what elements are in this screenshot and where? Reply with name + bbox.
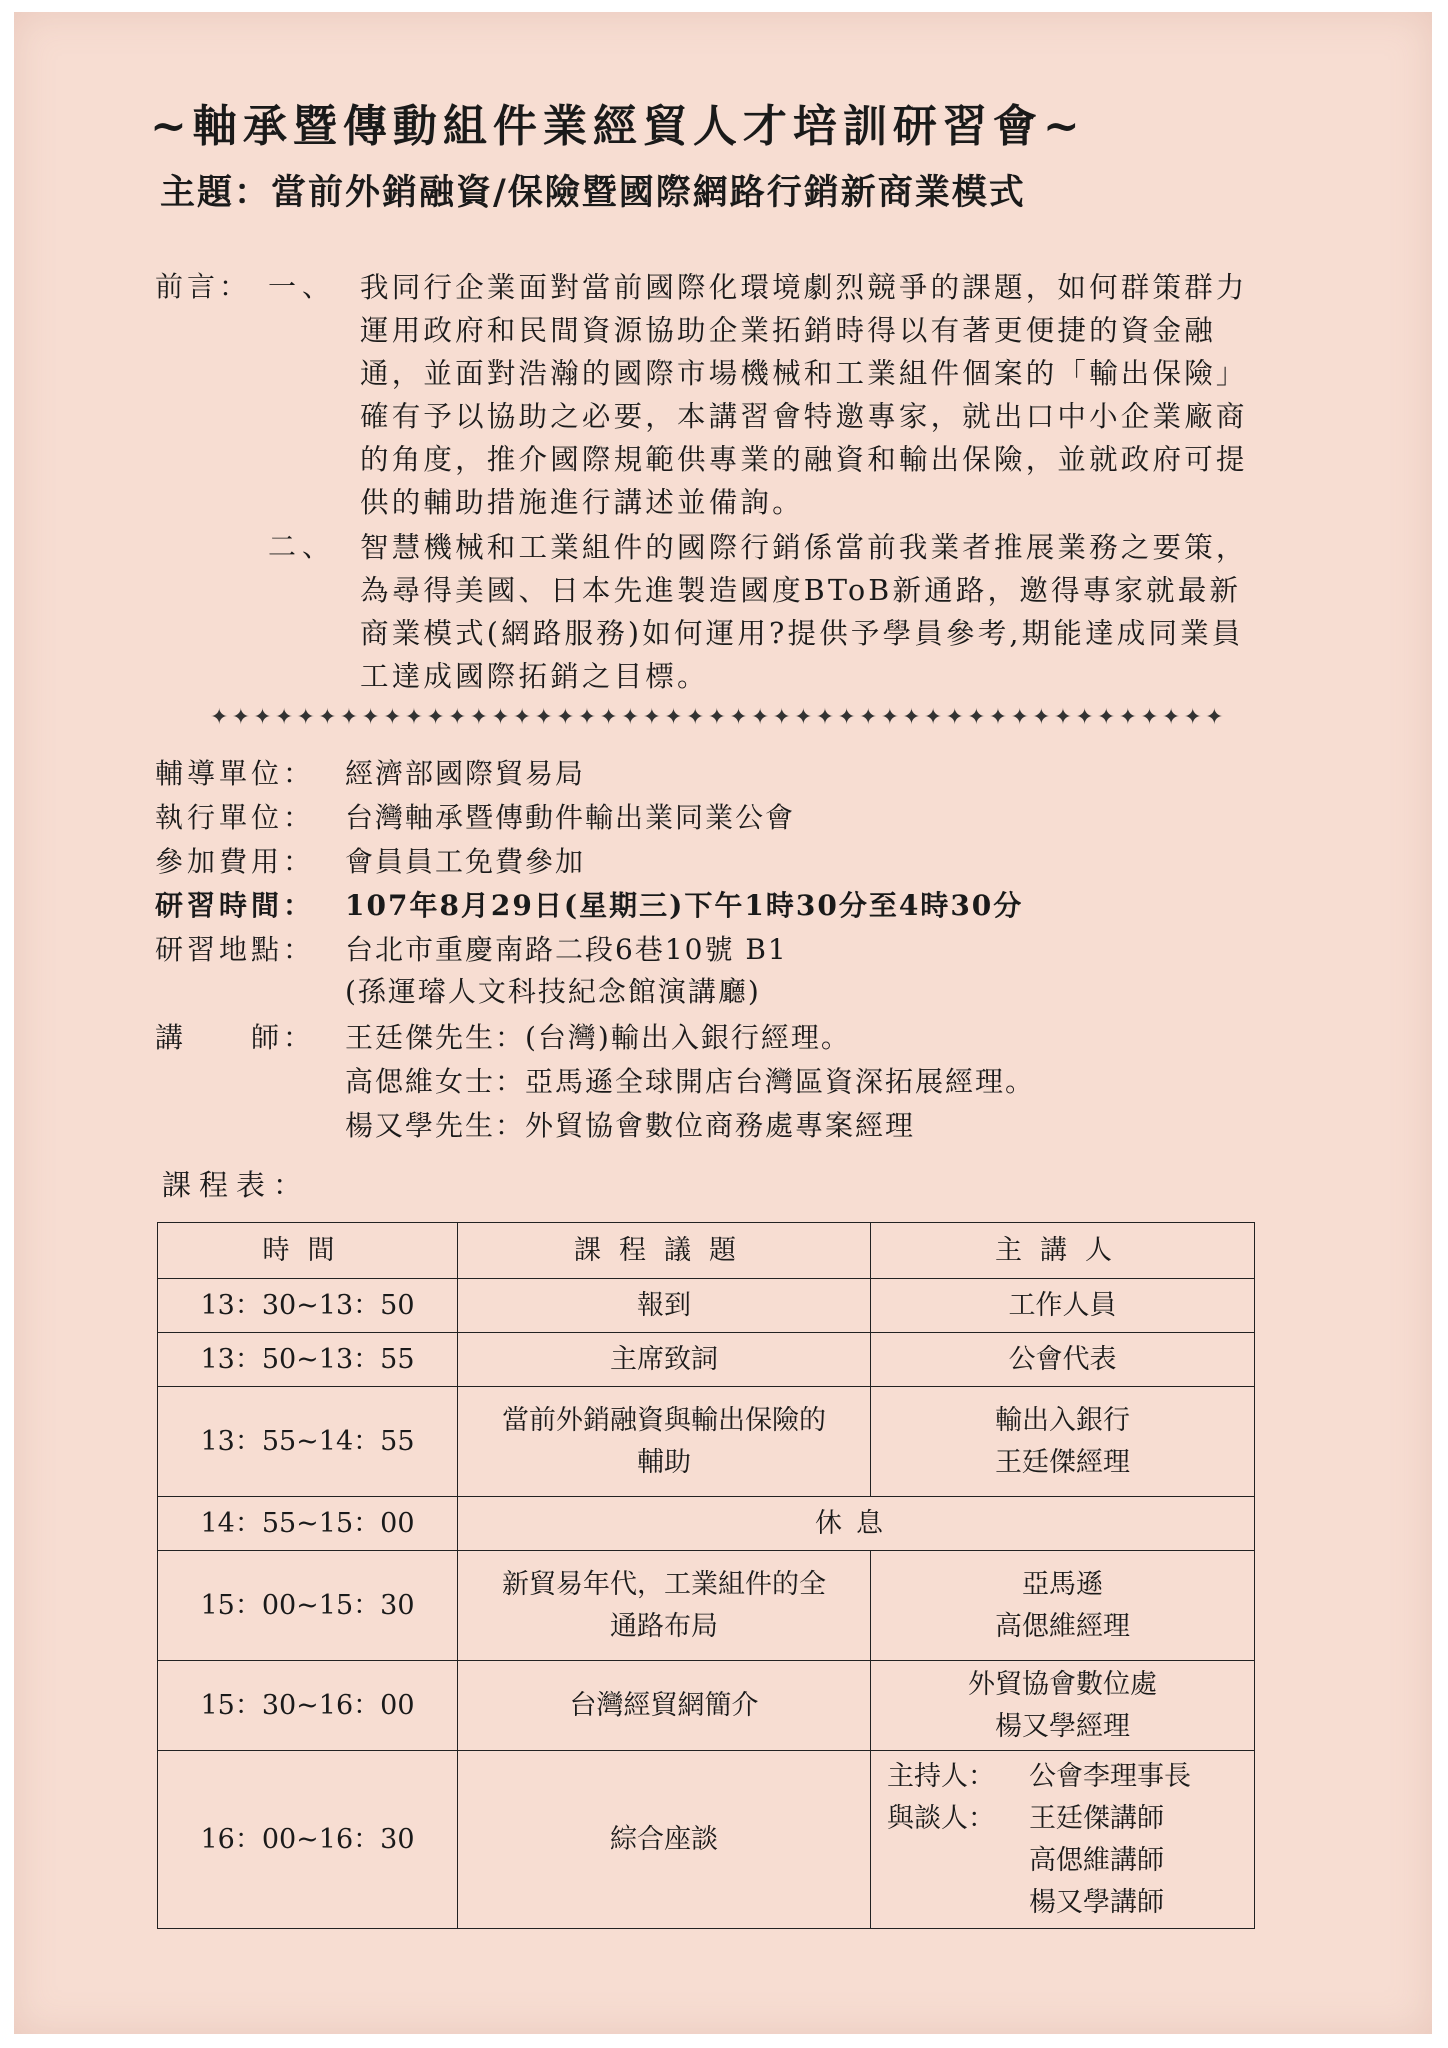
panel-entry	[887, 1840, 1254, 1882]
panel-name: 楊又學講師	[1029, 1886, 1164, 1918]
panel-entry	[887, 1882, 1254, 1924]
panel-role: 與談人：	[887, 1802, 995, 1834]
table-row	[158, 1661, 1255, 1751]
venue-value: 台北市重慶南路二段6巷10號 B1	[345, 933, 788, 966]
row-topic: 主席致詞	[458, 1333, 871, 1387]
intro-item-number: 一、	[268, 270, 337, 303]
executor-label: 執行單位：	[155, 801, 316, 834]
table-row	[158, 1333, 1255, 1387]
column-header-speaker: 主講人	[871, 1223, 1255, 1279]
time-label: 研習時間：	[155, 889, 316, 922]
panel-role	[887, 1840, 1029, 1882]
time-value: 107年8月29日(星期三)下午1時30分至4時30分	[345, 889, 1024, 922]
intro-paragraph-line: 工達成國際拓銷之目標。	[360, 660, 709, 693]
fee-label: 參加費用：	[155, 845, 316, 878]
topic-line: 通路布局	[610, 1610, 718, 1642]
schedule-table	[157, 1222, 1255, 1929]
speaker-line: 高偲維女士：亞馬遜全球開店台灣區資深拓展經理。	[345, 1065, 1036, 1098]
intro-paragraph-line: 智慧機械和工業組件的國際行銷係當前我業者推展業務之要策，	[360, 531, 1248, 564]
row-topic: 休息	[458, 1497, 1255, 1551]
page-subtitle: 主題：當前外銷融資/保險暨國際網路行銷新商業模式	[160, 172, 1026, 213]
topic-line: 輔助	[637, 1446, 691, 1478]
intro-paragraph-line: 供的輔助措施進行講述並備詢。	[360, 486, 804, 519]
fee-value: 會員員工免費參加	[345, 845, 586, 878]
table-row	[158, 1551, 1255, 1661]
speaker-line: 王廷傑經理	[995, 1446, 1130, 1478]
row-speaker	[871, 1661, 1255, 1751]
column-header-topic: 課程議題	[458, 1223, 871, 1279]
speaker-line: 外貿協會數位處	[968, 1668, 1157, 1700]
row-speaker	[871, 1551, 1255, 1661]
intro-paragraph-line: 確有予以協助之必要，本講習會特邀專家，就出口中小企業廠商	[360, 400, 1248, 433]
row-speaker	[871, 1387, 1255, 1497]
advisor-value: 經濟部國際貿易局	[345, 757, 586, 790]
row-topic	[458, 1387, 871, 1497]
column-header-time: 時間	[158, 1223, 458, 1279]
speaker-line: 亞馬遜	[1022, 1568, 1103, 1600]
intro-paragraph-line: 為尋得美國、日本先進製造國度BToB新通路，邀得專家就最新	[360, 574, 1242, 607]
panel-name: 王廷傑講師	[1029, 1802, 1164, 1834]
panel-name: 公會李理事長	[1029, 1760, 1191, 1792]
speaker-line: 高偲維經理	[995, 1610, 1130, 1642]
intro-item-number: 二、	[268, 530, 337, 563]
intro-paragraph-line: 我同行企業面對當前國際化環境劇烈競爭的課題，如何群策群力	[360, 271, 1248, 304]
row-time: 13：50~13：55	[158, 1333, 458, 1387]
row-topic: 綜合座談	[458, 1751, 871, 1929]
schedule-label: 課程表：	[162, 1168, 311, 1202]
decorative-divider: ✦✦✦✦✦✦✦✦✦✦✦✦✦✦✦✦✦✦✦✦✦✦✦✦✦✦✦✦✦✦✦✦✦✦✦✦✦✦✦✦✦✦✦✦✦✦✦	[210, 705, 1227, 730]
speaker-line: 楊又學先生：外貿協會數位商務處專案經理	[345, 1109, 916, 1142]
intro-paragraph-line: 的角度，推介國際規範供專業的融資和輸出保險，並就政府可提	[360, 443, 1248, 476]
executor-value: 台灣軸承暨傳動件輸出業同業公會	[345, 801, 796, 834]
row-time: 15：00~15：30	[158, 1551, 458, 1661]
row-speaker: 公會代表	[871, 1333, 1255, 1387]
row-topic: 報到	[458, 1279, 871, 1333]
row-time: 13：55~14：55	[158, 1387, 458, 1497]
speaker-line: 輸出入銀行	[995, 1404, 1130, 1436]
panel-list	[871, 1751, 1255, 1929]
table-row	[158, 1751, 1255, 1929]
row-speaker: 工作人員	[871, 1279, 1255, 1333]
venue-note: (孫運璿人文科技紀念館演講廳)	[345, 975, 761, 1008]
intro-label: 前言：	[155, 270, 252, 303]
intro-paragraph-line: 商業模式(網路服務)如何運用?提供予學員參考,期能達成同業員	[360, 617, 1244, 650]
table-header-row	[158, 1223, 1255, 1279]
panel-role	[887, 1882, 1029, 1924]
row-time: 16：00~16：30	[158, 1751, 458, 1929]
table-row	[158, 1279, 1255, 1333]
speaker-line: 王廷傑先生：(台灣)輸出入銀行經理。	[345, 1021, 851, 1054]
topic-line: 當前外銷融資與輸出保險的	[502, 1404, 826, 1436]
advisor-label: 輔導單位：	[155, 757, 316, 790]
row-time: 15：30~16：00	[158, 1661, 458, 1751]
panel-entry	[887, 1798, 1254, 1840]
intro-paragraph-line: 運用政府和民間資源協助企業拓銷時得以有著更便捷的資金融	[360, 314, 1216, 347]
topic-line: 新貿易年代，工業組件的全	[502, 1568, 826, 1600]
intro-paragraph-line: 通，並面對浩瀚的國際市場機械和工業組件個案的「輸出保險」	[360, 357, 1248, 390]
table-row	[158, 1387, 1255, 1497]
venue-label: 研習地點：	[155, 933, 316, 966]
table-row	[158, 1497, 1255, 1551]
row-topic	[458, 1551, 871, 1661]
speakers-label: 講 師：	[155, 1021, 316, 1054]
panel-name: 高偲維講師	[1029, 1844, 1164, 1876]
page-title: ~軸承暨傳動組件業經貿人才培訓研習會~	[150, 101, 1086, 152]
row-time: 13：30~13：50	[158, 1279, 458, 1333]
speaker-line: 楊又學經理	[995, 1710, 1130, 1742]
panel-entry	[887, 1756, 1254, 1798]
row-time: 14：55~15：00	[158, 1497, 458, 1551]
panel-role: 主持人：	[887, 1760, 995, 1792]
row-topic: 台灣經貿網簡介	[458, 1661, 871, 1751]
